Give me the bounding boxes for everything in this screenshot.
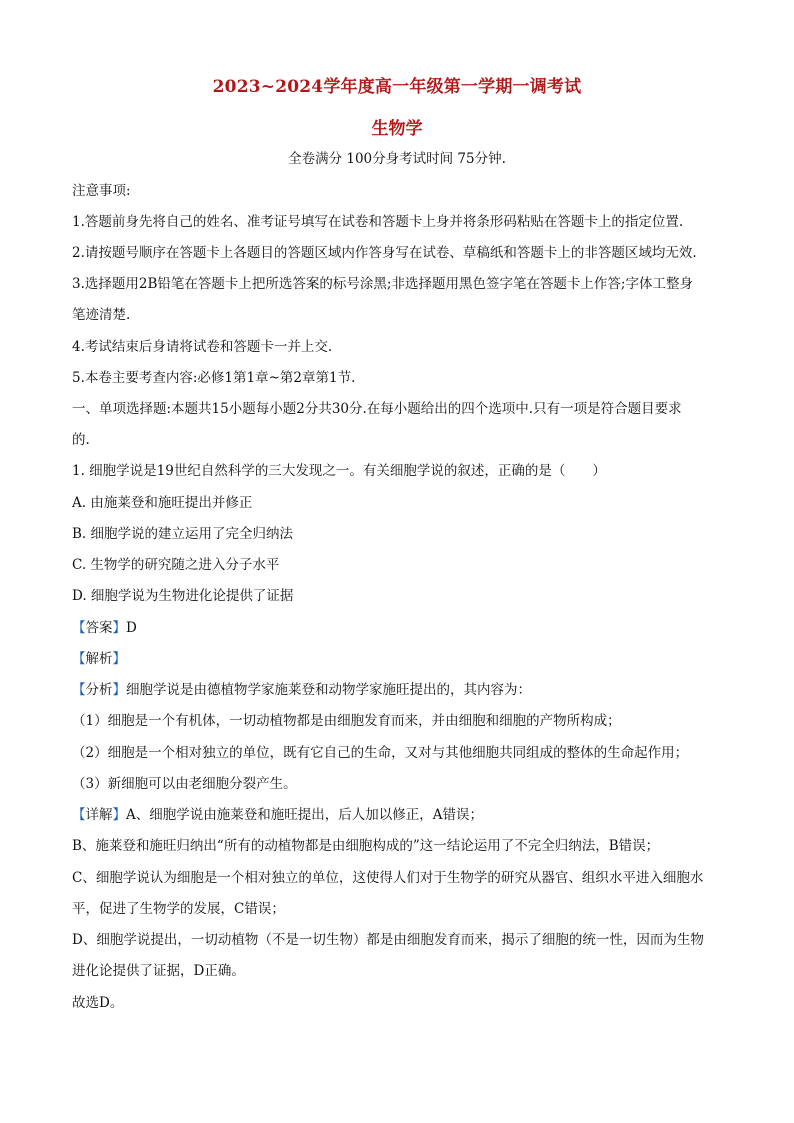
bracket-open: 【 <box>72 620 86 636</box>
analysis-label: 解析 <box>85 651 113 667</box>
fenxi-point: （2）细胞是一个相对独立的单位，既有它自己的生命，又对与其他细胞共同组成的整体的生命起作用； <box>72 745 689 761</box>
xiangjie-text-line: 进化论提供了证据，D正确。 <box>72 963 245 979</box>
section-heading-continued: 的. <box>72 432 90 448</box>
bracket-close: 】 <box>112 651 126 667</box>
notes-heading: 注意事项: <box>72 183 131 199</box>
answer-label: 答案 <box>85 620 113 636</box>
subject-title: 生物学 <box>371 119 423 139</box>
question-option: C. 生物学的研究随之进入分子水平 <box>72 557 280 573</box>
xiangjie-line <box>72 806 728 824</box>
analysis-heading <box>72 650 728 668</box>
section-heading: 一、单项选择题:本题共15小题每小题2分共30分.在每小题给出的四个选项中.只有一项是符合题目要求 <box>72 401 682 417</box>
question-stem: 1. 细胞学说是19世纪自然科学的三大发现之一。有关细胞学说的叙述，正确的是（ ） <box>72 463 606 479</box>
exam-info: 全卷满分 100分身考试时间 75分钟. <box>288 151 506 167</box>
xiangjie-text: A、细胞学说由施莱登和施旺提出，后人加以修正，A错误； <box>126 807 483 823</box>
fenxi-label: 分析 <box>85 682 113 698</box>
exam-title: 2023~2024学年度高一年级第一学期一调考试 <box>212 77 582 97</box>
fenxi-line <box>72 681 728 699</box>
xiangjie-label: 详解 <box>85 807 113 823</box>
question-option: B. 细胞学说的建立运用了完全归纳法 <box>72 526 294 542</box>
note-item-continued: 笔迹清楚. <box>72 307 131 323</box>
note-item: 2.请按题号顺序在答题卡上各题目的答题区域内作答身写在试卷、草稿纸和答题卡上的非答题区域均无效. <box>72 245 697 261</box>
fenxi-point: （3）新细胞可以由老细胞分裂产生。 <box>72 776 297 792</box>
fenxi-text: 细胞学说是由德植物学家施莱登和动物学家施旺提出的，其内容为： <box>126 682 531 698</box>
fenxi-point: （1）细胞是一个有机体，一切动植物都是由细胞发育而来，并由细胞和细胞的产物所构成； <box>72 713 621 729</box>
conclusion-line: 故选D。 <box>72 995 124 1011</box>
xiangjie-text-line: C、细胞学说认为细胞是一个相对独立的单位，这使得人们对于生物学的研究从器官、组织水平进入细胞水 <box>72 870 704 886</box>
bracket-close: 】 <box>112 682 126 698</box>
note-item: 3.选择题用2B铅笔在答题卡上把所选答案的标号涂黑;非选择题用黑色签字笔在答题卡上作答;字体工整身 <box>72 276 693 292</box>
bracket-close: 】 <box>112 807 126 823</box>
answer-value: D <box>126 620 137 636</box>
question-option: A. 由施莱登和施旺提出并修正 <box>72 495 253 511</box>
note-item: 4.考试结束后身请将试卷和答题卡一并上交. <box>72 339 333 355</box>
note-item: 5.本卷主要考查内容:必修1第1章~第2章第1节. <box>72 370 356 386</box>
bracket-open: 【 <box>72 807 86 823</box>
bracket-open: 【 <box>72 651 86 667</box>
answer-line <box>72 619 728 637</box>
bracket-open: 【 <box>72 682 86 698</box>
note-item: 1.答题前身先将自己的姓名、准考证号填写在试卷和答题卡上身并将条形码粘贴在答题卡上的指定位置. <box>72 214 684 230</box>
xiangjie-text-line: B、施莱登和施旺归纳出“所有的动植物都是由细胞构成的”这一结论运用了不完全归纳法，B错误； <box>72 838 660 854</box>
xiangjie-text-line: 平，促进了生物学的发展，C错误； <box>72 901 285 917</box>
question-option: D. 细胞学说为生物进化论提供了证据 <box>72 588 294 604</box>
xiangjie-text-line: D、细胞学说提出，一切动植物（不是一切生物）都是由细胞发育而来，揭示了细胞的统一性，因而为生物 <box>72 932 704 948</box>
bracket-close: 】 <box>112 620 126 636</box>
